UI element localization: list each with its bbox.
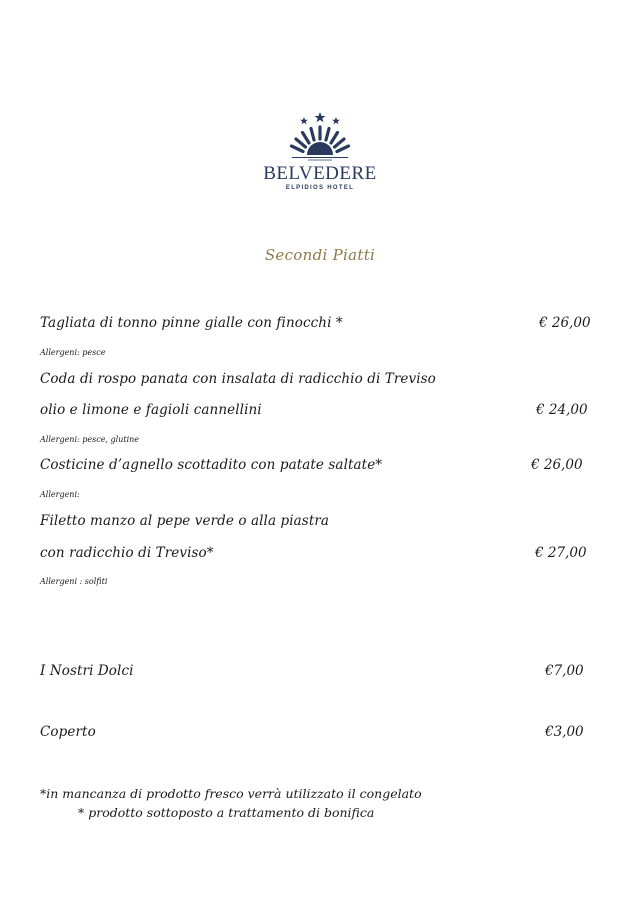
footnote-frozen: *in mancanza di prodotto fresco verrà utilizzato il congelato [40, 786, 422, 801]
dish-name-continued: con radicchio di Treviso* [40, 545, 214, 561]
dish-allergens: Allergeni: pesce [40, 348, 106, 357]
extra-price-coperto: €3,00 [545, 724, 584, 740]
dish-name: Coda di rospo panata con insalata di radicchio di Treviso [40, 371, 436, 387]
dish-name: Tagliata di tonno pinne gialle con finocchi * [40, 315, 343, 331]
dish-price: € 26,00 [531, 457, 583, 473]
sunrise-stars-icon [280, 110, 360, 162]
dish-name: Costicine d’agnello scottadito con patate saltate* [40, 457, 383, 473]
dish-price: € 26,00 [539, 315, 591, 331]
dish-allergens: Allergeni: pesce, glutine [40, 435, 140, 444]
dish-allergens: Allergeni: [40, 490, 80, 499]
section-title: Secondi Piatti [264, 246, 376, 264]
extra-label-dolci: I Nostri Dolci [40, 663, 134, 679]
dish-allergens: Allergeni : solfiti [40, 577, 108, 586]
brand-subtitle: ELPIDIOS HOTEL [285, 185, 355, 191]
extra-label-coperto: Coperto [40, 724, 96, 740]
brand-name: BELVEDERE [263, 163, 377, 184]
hotel-logo [262, 110, 378, 192]
dish-price: € 27,00 [535, 545, 587, 561]
dish-price: € 24,00 [536, 402, 588, 418]
extra-price-dolci: €7,00 [545, 663, 584, 679]
footnote-treatment: * prodotto sottoposto a trattamento di bonifica [78, 805, 375, 820]
dish-name-continued: olio e limone e fagioli cannellini [40, 402, 262, 418]
dish-name: Filetto manzo al pepe verde o alla piastra [40, 513, 330, 529]
